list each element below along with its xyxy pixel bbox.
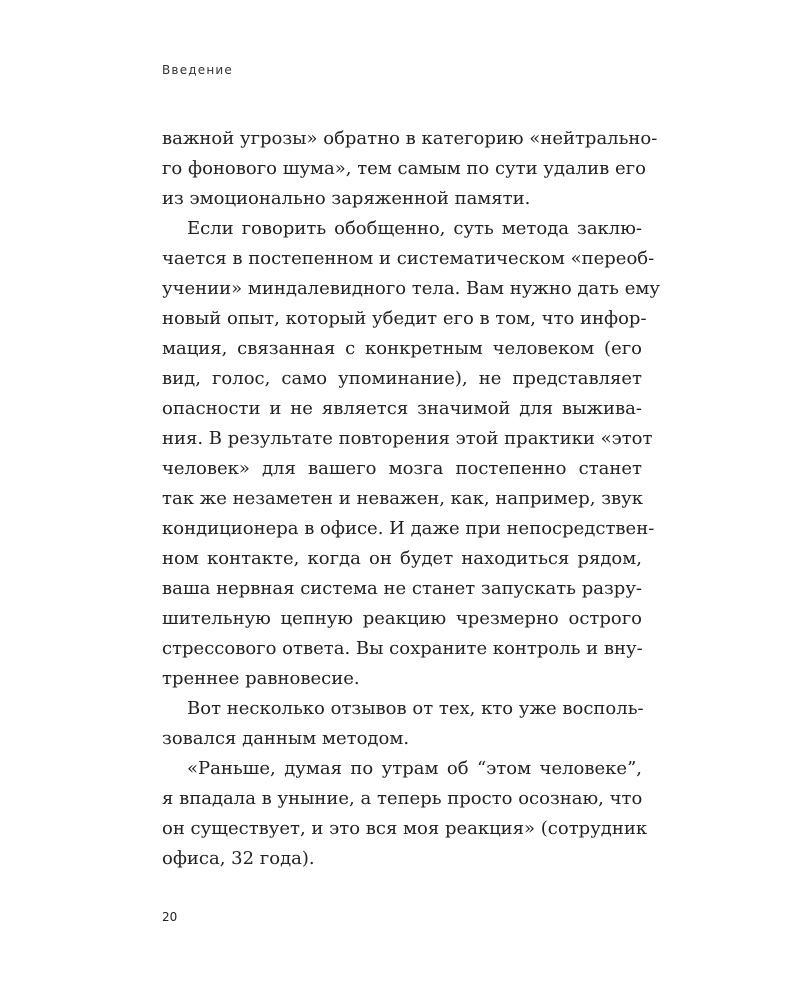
text-line: вид, голос, само упоминание), не представляет (162, 368, 642, 389)
text-line: новый опыт, который убедит его в том, что инфор- (162, 308, 647, 329)
body-text (162, 124, 660, 874)
text-line: я впадала в уныние, а теперь просто осознаю, что (162, 788, 643, 809)
text-line: кондиционера в офисе. И даже при непосредствен- (162, 518, 655, 539)
text-line: шительную цепную реакцию чрезмерно острого (162, 608, 642, 629)
text-line: треннее равновесие. (162, 668, 360, 689)
text-line: человек» для вашего мозга постепенно станет (162, 458, 642, 479)
text-line: ваша нервная система не станет запускать разру- (162, 578, 642, 599)
text-line: важной угрозы» обратно в категорию «нейтрально- (162, 128, 658, 149)
text-line: ном контакте, когда он будет находиться рядом, (162, 548, 642, 569)
text-line: стрессового ответа. Вы сохраните контроль и вну- (162, 638, 643, 659)
text-line: офиса, 32 года). (162, 848, 315, 869)
text-line: чается в постепенном и систематическом «переоб- (162, 248, 655, 269)
text-line: зовался данным методом. (162, 728, 410, 749)
text-line: Если говорить обобщенно, суть метода заклю- (187, 218, 642, 239)
text-line: опасности и не является значимой для выжива- (162, 398, 642, 419)
text-line: ния. В результате повторения этой практики «этот (162, 428, 653, 449)
text-line: он существует, и это вся моя реакция» (сотрудник (162, 818, 648, 839)
text-line: го фонового шума», тем самым по сути удалив его (162, 158, 646, 179)
running-head: Введение (162, 63, 233, 77)
text-line: учении» миндалевидного тела. Вам нужно дать ему (162, 278, 660, 299)
text-line: Вот несколько отзывов от тех, кто уже восполь- (187, 698, 644, 719)
text-line: «Раньше, думая по утрам об “этом человеке”, (187, 758, 642, 779)
text-line: так же незаметен и неважен, как, например, звук (162, 488, 643, 509)
text-line: мация, связанная с конкретным человеком (его (162, 338, 642, 359)
page-number: 20 (162, 910, 178, 924)
text-line: из эмоционально заряженной памяти. (162, 188, 531, 209)
